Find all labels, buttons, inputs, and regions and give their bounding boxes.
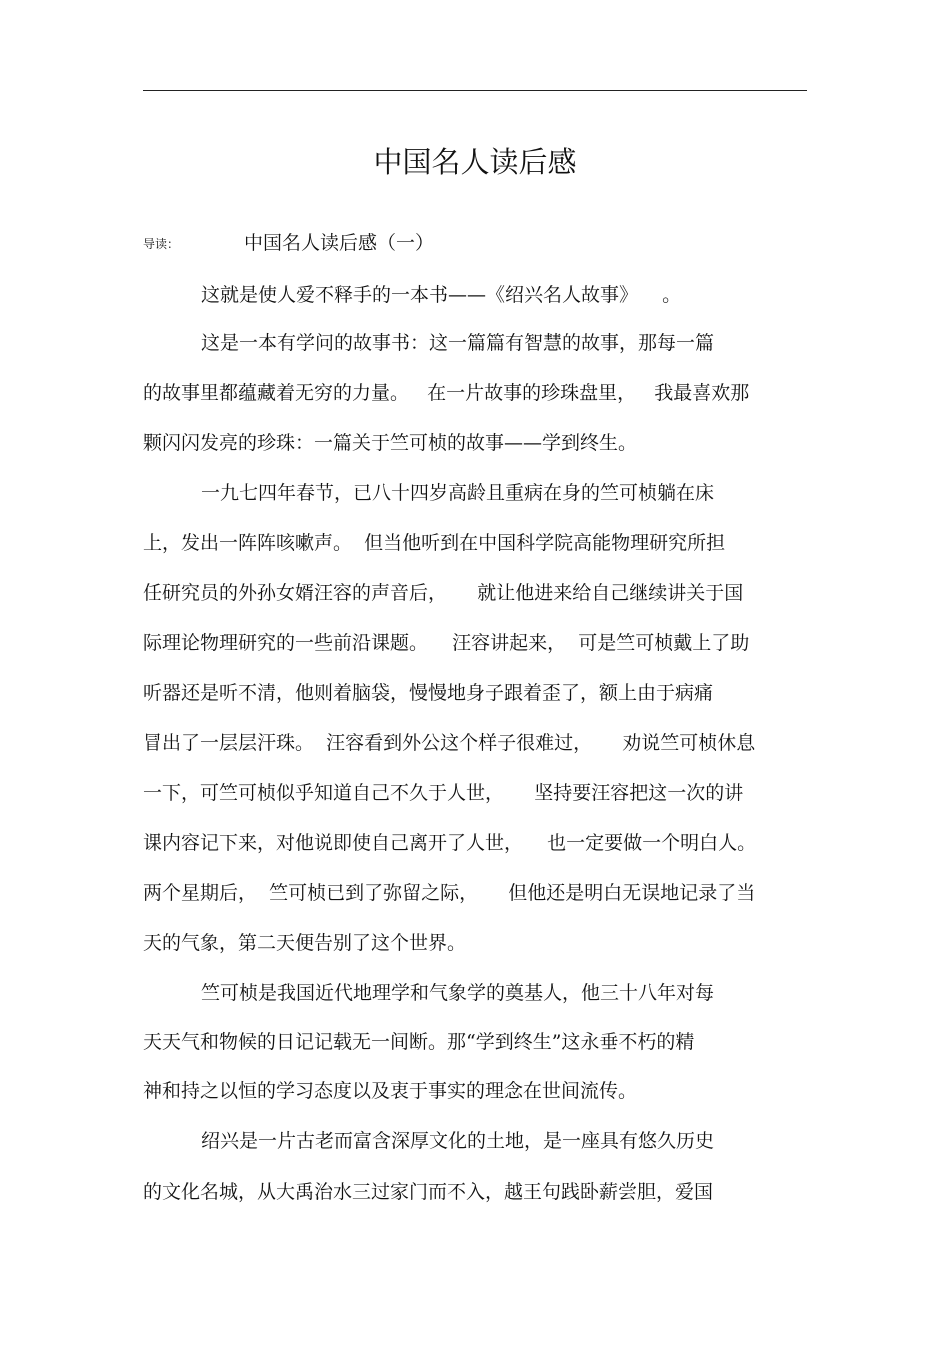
intro-title: 中国名人读后感（一） bbox=[244, 232, 435, 254]
header-rule bbox=[143, 90, 807, 91]
paragraph-line: 两个星期后， 竺可桢已到了弥留之际， 但他还是明白无误地记录了当 bbox=[143, 882, 756, 904]
document-title: 中国名人读后感 bbox=[373, 145, 577, 179]
paragraph-line: 一九七四年春节，已八十四岁高龄且重病在身的竺可桢躺在床 bbox=[201, 482, 715, 504]
paragraph-line: 一下，可竺可桢似乎知道自己不久于人世， 坚持要汪容把这一次的讲 bbox=[143, 782, 744, 804]
paragraph-line: 上，发出一阵阵咳嗽声。 但当他听到在中国科学院高能物理研究所担 bbox=[143, 532, 726, 554]
paragraph-line: 神和持之以恒的学习态度以及衷于事实的理念在世间流传。 bbox=[143, 1080, 638, 1102]
paragraph-line: 的故事里都蕴藏着无穷的力量。 在一片故事的珍珠盘里， 我最喜欢那 bbox=[143, 382, 750, 404]
paragraph-line: 竺可桢是我国近代地理学和气象学的奠基人，他三十八年对每 bbox=[201, 982, 715, 1004]
intro-label: 导读： bbox=[143, 237, 180, 251]
paragraph-line: 这就是使人爱不释手的一本书——《绍兴名人故事》 。 bbox=[201, 284, 682, 306]
paragraph-line: 这是一本有学问的故事书：这一篇篇有智慧的故事，那每一篇 bbox=[201, 332, 715, 354]
paragraph-line: 课内容记下来，对他说即使自己离开了人世， 也一定要做一个明白人。 bbox=[143, 832, 757, 854]
paragraph-line: 冒出了一层层汗珠。 汪容看到外公这个样子很难过， 劝说竺可桢休息 bbox=[143, 732, 756, 754]
paragraph-line: 际理论物理研究的一些前沿课题。 汪容讲起来， 可是竺可桢戴上了助 bbox=[143, 632, 750, 654]
paragraph-line: 绍兴是一片古老而富含深厚文化的土地，是一座具有悠久历史 bbox=[201, 1130, 715, 1152]
intro-row bbox=[143, 228, 807, 258]
paragraph-line: 任研究员的外孙女婿汪容的声音后， 就让他进来给自己继续讲关于国 bbox=[143, 582, 744, 604]
paragraph-line: 的文化名城，从大禹治水三过家门而不入，越王句践卧薪尝胆，爱国 bbox=[143, 1181, 714, 1203]
paragraph-line: 颗闪闪发亮的珍珠：一篇关于竺可桢的故事——学到终生。 bbox=[143, 432, 638, 454]
paragraph-line: 天的气象，第二天便告别了这个世界。 bbox=[143, 932, 467, 954]
paragraph-line: 听器还是听不清，他则着脑袋，慢慢地身子跟着歪了，额上由于病痛 bbox=[143, 682, 714, 704]
paragraph-line: 天天气和物候的日记记载无一间断。那“学到终生”这永垂不朽的精 bbox=[143, 1031, 695, 1053]
